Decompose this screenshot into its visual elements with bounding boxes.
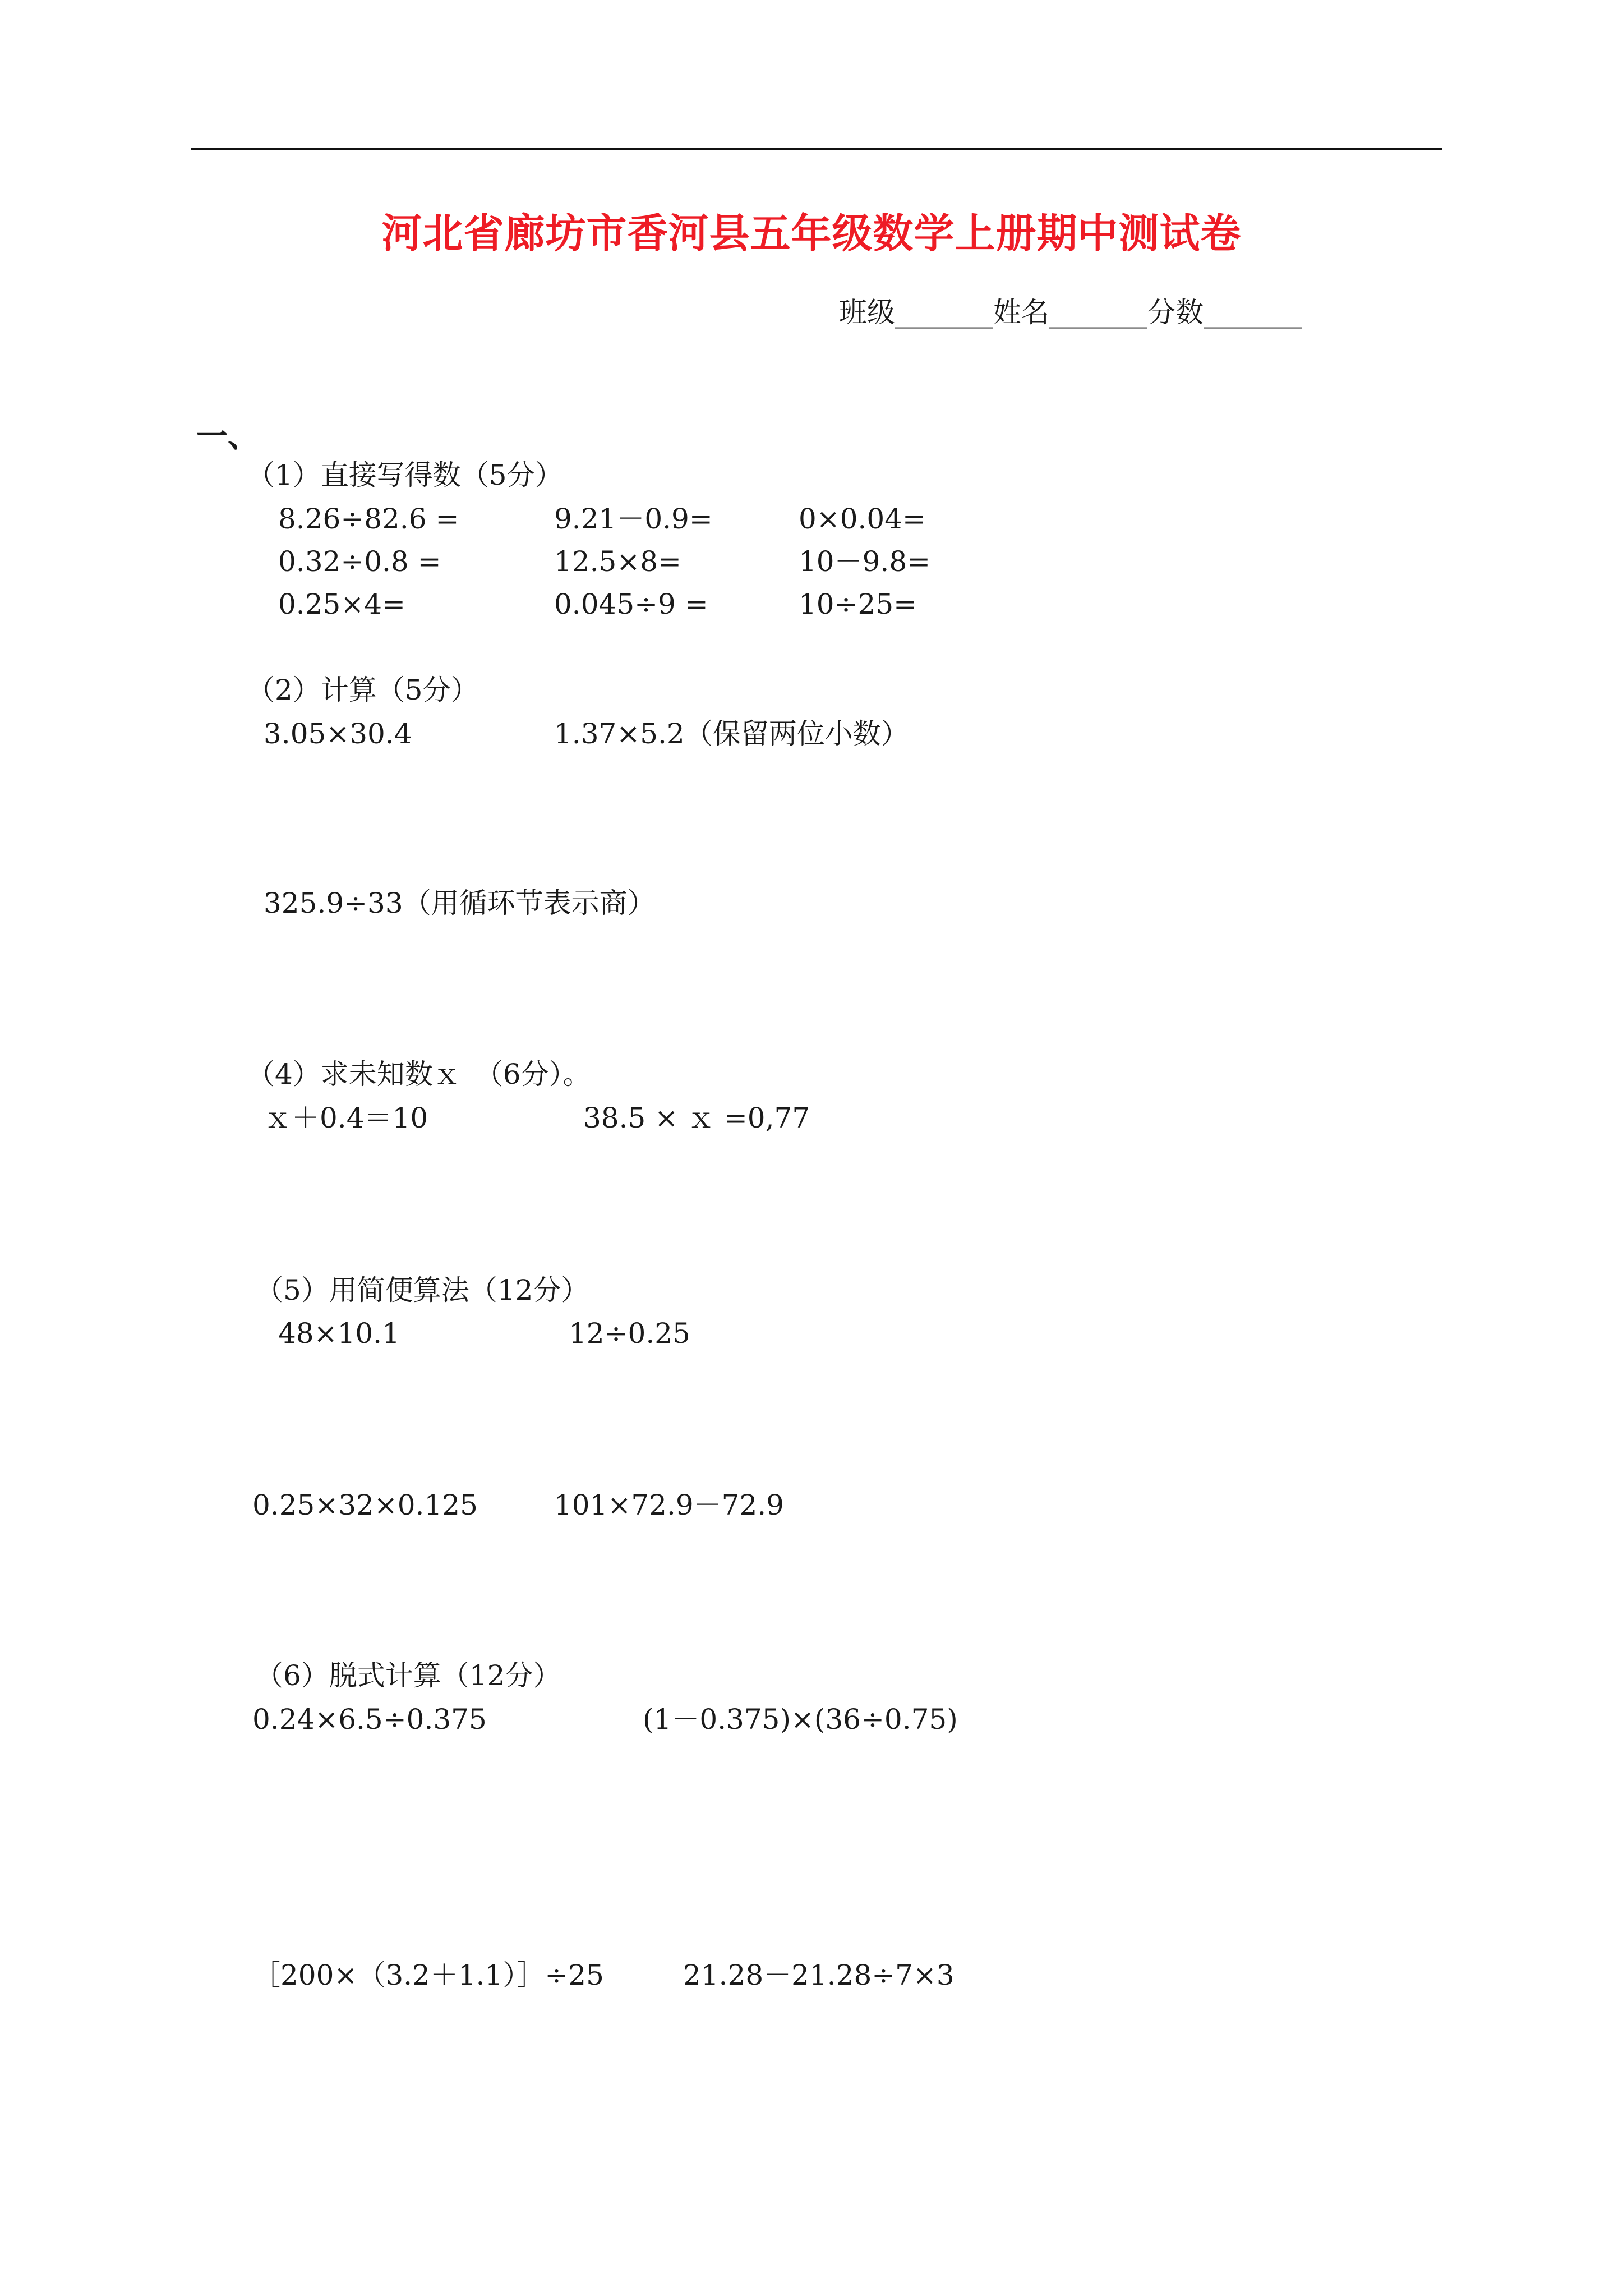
section-number: 一、 [196, 418, 259, 455]
q6-heading: （6）脱式计算（12分） [255, 1659, 561, 1692]
q1-item: 12.5×8= [554, 545, 681, 578]
q4-item: 38.5 × ｘ =0,77 [583, 1102, 810, 1134]
q4-item: ｘ＋0.4＝10 [264, 1102, 428, 1134]
q1-item: 0.25×4= [278, 588, 405, 620]
q1-item: 0.045÷9 = [554, 588, 708, 620]
q5-item: 48×10.1 [278, 1317, 400, 1350]
q6-item: 0.24×6.5÷0.375 [252, 1703, 487, 1736]
page-title: 河北省廊坊市香河县五年级数学上册期中测试卷 [381, 209, 1242, 257]
q1-item: 8.26÷82.6 = [278, 503, 459, 535]
q5-item: 12÷0.25 [569, 1317, 690, 1350]
q1-heading: （1）直接写得数（5分） [247, 459, 563, 491]
header-rule [191, 148, 1442, 150]
q2-item: 1.37×5.2（保留两位小数） [554, 717, 909, 750]
q1-item: 10－9.8= [799, 545, 931, 578]
q1-item: 0×0.04= [799, 503, 926, 535]
q1-item: 9.21－0.9= [554, 503, 713, 535]
q6-item: ［200×（3.2＋1.1）］÷25 [252, 1959, 604, 1991]
q1-item: 0.32÷0.8 = [278, 545, 441, 578]
q1-item: 10÷25= [799, 588, 917, 620]
q5-item: 101×72.9－72.9 [554, 1489, 784, 1521]
q4-heading: （4）求未知数ｘ （6分）。 [247, 1058, 591, 1091]
q2-item: 325.9÷33（用循环节表示商） [264, 887, 656, 919]
q2-item: 3.05×30.4 [264, 717, 412, 750]
q5-heading: （5）用简便算法（12分） [255, 1274, 589, 1306]
student-info-line: 班级_______姓名_______分数_______ [839, 296, 1302, 329]
q6-item: 21.28－21.28÷7×3 [683, 1959, 955, 1991]
q5-item: 0.25×32×0.125 [252, 1489, 478, 1521]
q6-item: (1－0.375)×(36÷0.75) [643, 1703, 958, 1736]
q2-heading: （2）计算（5分） [247, 674, 479, 706]
